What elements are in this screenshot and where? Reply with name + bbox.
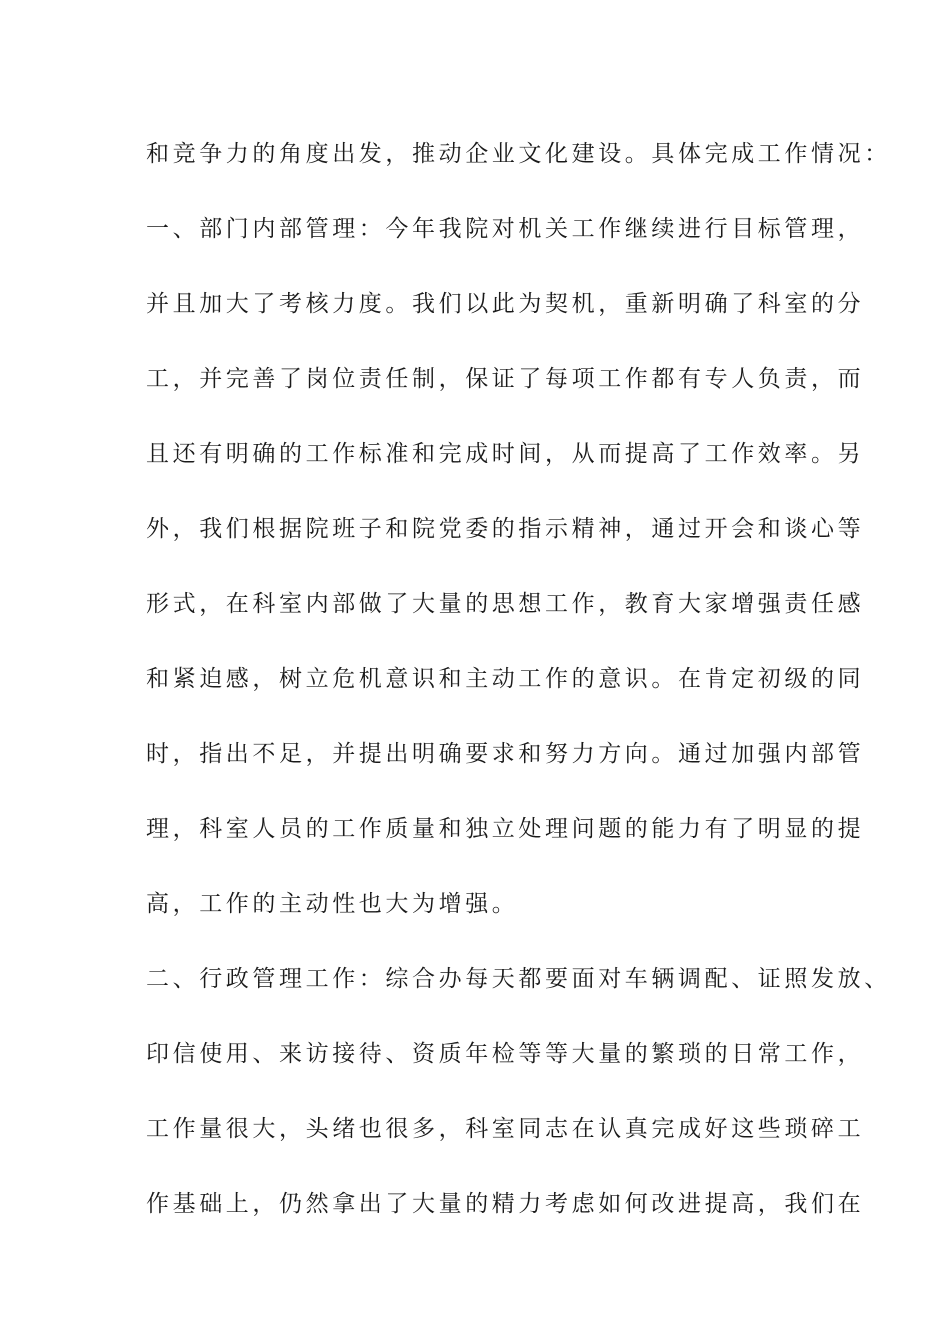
text-line: 作基础上，仍然拿出了大量的精力考虑如何改进提高，我们在 bbox=[146, 1191, 865, 1217]
text-line: 时，指出不足，并提出明确要求和努力方向。通过加强内部管 bbox=[146, 741, 865, 767]
text-line: 和竞争力的角度出发，推动企业文化建设。具体完成工作情况： bbox=[146, 141, 891, 167]
text-line: 印信使用、来访接待、资质年检等等大量的繁琐的日常工作， bbox=[146, 1041, 865, 1067]
text-line: 形式，在科室内部做了大量的思想工作，教育大家增强责任感 bbox=[146, 591, 865, 617]
text-line: 一、部门内部管理：今年我院对机关工作继续进行目标管理， bbox=[146, 216, 865, 242]
text-line: 且还有明确的工作标准和完成时间，从而提高了工作效率。另 bbox=[146, 441, 865, 467]
document-body bbox=[146, 132, 891, 1257]
text-line: 二、行政管理工作：综合办每天都要面对车辆调配、证照发放、 bbox=[146, 966, 891, 992]
text-line: 工，并完善了岗位责任制，保证了每项工作都有专人负责，而 bbox=[146, 366, 865, 392]
text-line: 并且加大了考核力度。我们以此为契机，重新明确了科室的分 bbox=[146, 291, 865, 317]
text-line: 工作量很大，头绪也很多，科室同志在认真完成好这些琐碎工 bbox=[146, 1116, 865, 1142]
text-line: 外，我们根据院班子和院党委的指示精神，通过开会和谈心等 bbox=[146, 516, 865, 542]
text-line: 理，科室人员的工作质量和独立处理问题的能力有了明显的提 bbox=[146, 816, 865, 842]
text-line: 高，工作的主动性也大为增强。 bbox=[146, 891, 519, 917]
text-line: 和紧迫感，树立危机意识和主动工作的意识。在肯定初级的同 bbox=[146, 666, 865, 692]
